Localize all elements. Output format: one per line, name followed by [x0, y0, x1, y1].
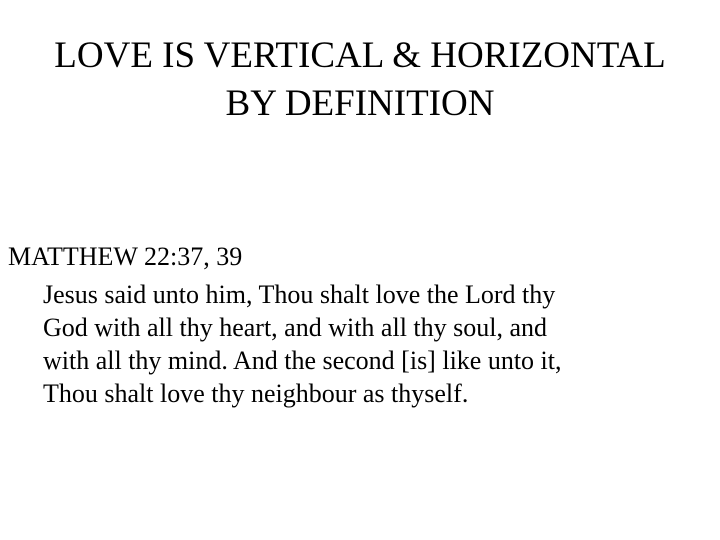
- slide-title: [0, 32, 720, 128]
- verse-line: God with all thy heart, and with all thy soul, and: [43, 313, 548, 342]
- title-line: BY DEFINITION: [225, 83, 495, 124]
- scripture-verse: [43, 278, 693, 410]
- verse-line: with all thy mind. And the second [is] like unto it,: [43, 346, 562, 375]
- slide-body: [8, 240, 708, 410]
- verse-line: Jesus said unto him, Thou shalt love the Lord thy: [43, 280, 556, 309]
- title-line: LOVE IS VERTICAL & HORIZONTAL: [54, 35, 666, 76]
- scripture-reference: MATTHEW 22:37, 39: [8, 242, 243, 271]
- verse-line: Thou shalt love thy neighbour as thyself.: [43, 379, 469, 408]
